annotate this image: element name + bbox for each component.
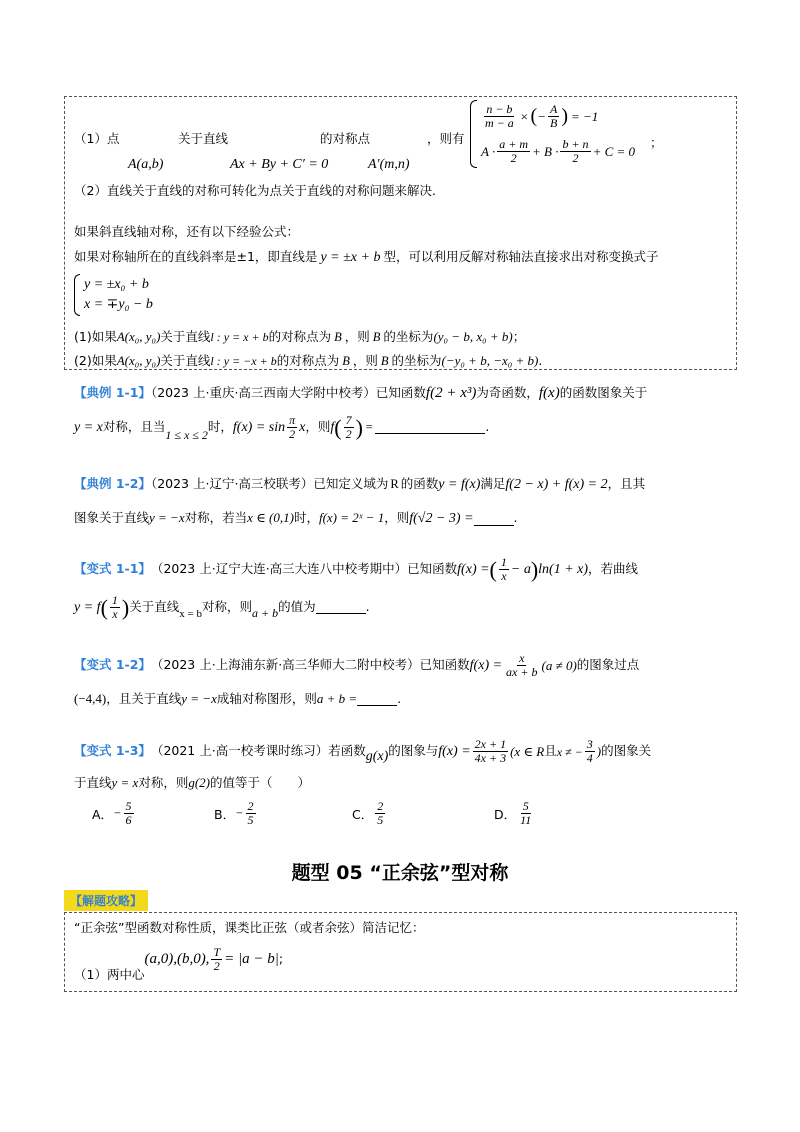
system-line-1: $\frac{n - b}{m - a}$ × ( − $\frac{A}{B}$ ) = −1 [485, 101, 599, 130]
variant-1-1-line1: 【变式 1-1】 （2023 上·辽宁大连·高三大连八中校考期中）已知函数 f(x) = ( $\frac{1}{x}$ − a ) ln(1 + x) ，若曲线 [74, 555, 639, 584]
item1-mid1: 关于直线 [178, 131, 229, 146]
item1-end: ； [650, 135, 663, 150]
variant-1-3-line1: 【变式 1-3】 （2021 上·高一校考课时练习）若函数 g(x) 的图象与 f(x) = $\frac{2x + 1}{4x + 3}$ (x ∈ R 且 x ≠ − $\frac{3}{4}$ ) 的图象关 [74, 737, 652, 766]
option-a[interactable]: A． − $\frac{5}{6}$ [92, 799, 132, 828]
example-1-2-line2: 图象关于直线y = −x对称，若当x ∈ (0,1)时，f(x) = 2ˣ − 1，则f(√2 − 3) = . [74, 510, 518, 526]
point-a-prime: A′(m,n) [368, 157, 410, 172]
variant-1-1-line2: y = f ( $\frac{1}{x}$ ) 关于直线 x = b 对称，则 a + b 的值为 . [74, 593, 370, 622]
transform-brace [74, 274, 80, 316]
sincos-line1: “正余弦”型函数对称性质，课类比正弦（或者余弦）简洁记忆： [74, 920, 425, 935]
case-2: (2)如果A(x₀, y₀)关于直线l : y = −x + b的对称点为 B ，则 B 的坐标为(−y₀ + b, −x₀ + b). [74, 353, 543, 368]
rule-intro: 如果斜直线轴对称，还有以下经验公式： [74, 224, 300, 239]
option-b[interactable]: B． − $\frac{2}{5}$ [214, 799, 254, 828]
symmetry-system [470, 100, 635, 168]
point-a: A(a,b) [128, 157, 164, 172]
transform-system: y = ±x₀ + b x = ∓y₀ − b [74, 274, 153, 316]
line-equation: Ax + By + C′ = 0 [230, 157, 329, 172]
option-d[interactable]: D． $\frac{5}{11}$ [494, 799, 532, 828]
section-heading: 题型 05 “正余弦”型对称 [291, 862, 509, 884]
item2: （2）直线关于直线的对称可转化为点关于直线的对称问题来解决. [74, 183, 436, 198]
case-1: (1)如果A(x₀, y₀)关于直线l : y = x + b的对称点为 B ，则 B 的坐标为(y₀ − b, x₀ + b)； [74, 329, 526, 344]
option-c[interactable]: C． $\frac{2}{5}$ [352, 799, 384, 828]
answer-blank[interactable] [316, 601, 366, 614]
item1-prefix: （1）点 [74, 131, 120, 146]
example-1-2-line1: 【典例 1-2】（2023 上·辽宁·高三校联考）已知定义域为 R 的函数y = f(x)满足f(2 − x) + f(x) = 2，且其 [74, 476, 646, 492]
answer-blank[interactable] [357, 693, 397, 706]
variant-1-2-line2: (−4,4)，且关于直线y = −x成轴对称图形，则a + b = . [74, 691, 402, 706]
answer-blank[interactable] [375, 421, 485, 434]
variant-1-2-line1: 【变式 1-2】 （2023 上·上海浦东新·高三华师大二附中校考）已知函数 f(x) = $\frac{x}{ax + b}$ (a ≠ 0) 的图象过点 [74, 651, 640, 680]
example-1-1-line1: 【典例 1-1】（2023 上·重庆·高三西南大学附中校考）已知函数f(2 + x³)为奇函数，f(x)的函数图象关于 [74, 385, 648, 401]
system-brace [470, 100, 477, 168]
answer-blank[interactable] [474, 513, 514, 526]
sincos-line2: （1）两中心 (a,0),(b,0), $\frac{T}{2}$ = |a − b| ; [74, 945, 284, 982]
example-1-1-line2: y = x 对称，且当 1 ≤ x ≤ 2 时， f(x) = sin $\frac{\pi}{2}$ x ，则 f ( $\frac{7}{2}$ ) = . [74, 413, 490, 442]
system-line-2: A · $\frac{a + m}{2}$ + B · $\frac{b + n}{2}$ + C = 0 [481, 137, 636, 166]
variant-1-3-line2: 于直线y = x对称，则g(2)的值等于（ ） [74, 775, 311, 790]
strategy-label: 【解题攻略】 [64, 890, 148, 911]
item1-mid2: 的对称点 [320, 131, 371, 146]
item1-mid3: ，则有 [427, 131, 465, 146]
rule-text: 如果对称轴所在的直线斜率是±1，即直线是 y = ±x + b 型，可以利用反解对称轴法直接求出对称变换式子 [74, 249, 659, 265]
